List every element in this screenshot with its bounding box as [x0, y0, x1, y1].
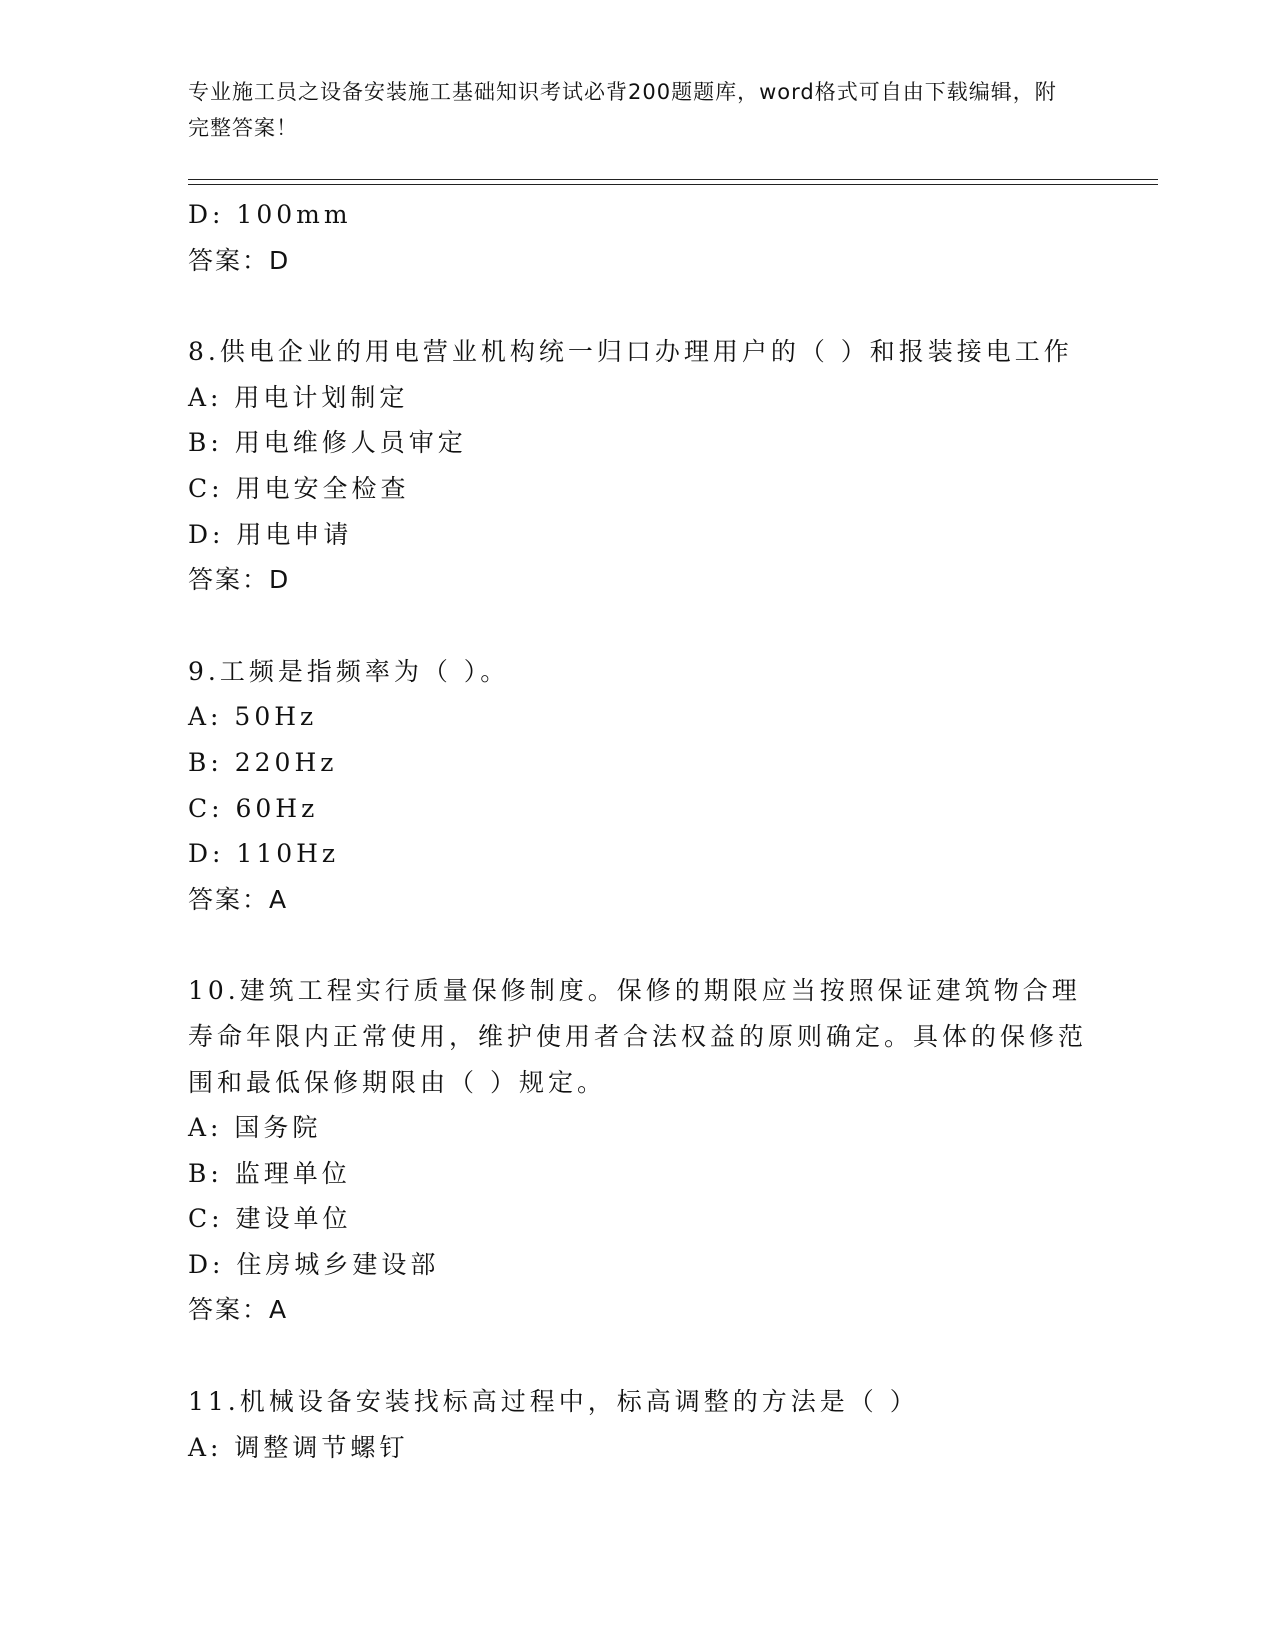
option-a: A: 用电计划制定 [188, 382, 409, 412]
option-b: B: 220Hz [188, 747, 338, 777]
question-8 [188, 329, 1088, 603]
answer-line: 答案：A [188, 884, 289, 914]
question-text: 11.机械设备安装找标高过程中，标高调整的方法是（ ） [188, 1387, 919, 1417]
option-c: C: 建设单位 [188, 1204, 352, 1234]
option-a: A: 50Hz [188, 702, 318, 732]
question-text: 10.建筑工程实行质量保修制度。保修的期限应当按照保证建筑物合理寿命年限内正常使用，维护使用者合法权益的原则确定。具体的保修范围和最低保修期限由（ ）规定。 [188, 976, 1088, 1097]
option-a: A: 国务院 [188, 1113, 322, 1143]
answer-line: 答案：D [188, 245, 291, 275]
question-10 [188, 968, 1088, 1333]
previous-question-fragment [188, 192, 1088, 283]
option-d: D: 住房城乡建设部 [188, 1249, 440, 1279]
document-header [188, 74, 1068, 146]
header-divider-top [188, 179, 1158, 180]
header-divider-bottom [188, 184, 1158, 185]
question-11 [188, 1379, 1088, 1470]
question-text: 9.工频是指频率为（ ）。 [188, 656, 510, 686]
header-title: 专业施工员之设备安装施工基础知识考试必背200题题库，word格式可自由下载编辑，附完整答案！ [188, 80, 1057, 140]
option-c: C: 60Hz [188, 793, 319, 823]
question-9 [188, 649, 1088, 923]
option-c: C: 用电安全检查 [188, 473, 410, 503]
option-b: B: 监理单位 [188, 1158, 351, 1188]
option-b: B: 用电维修人员审定 [188, 428, 467, 458]
question-text: 8.供电企业的用电营业机构统一归口办理用户的（ ）和报装接电工作 [188, 337, 1073, 367]
option-d: D: 用电申请 [188, 519, 353, 549]
question-list [188, 192, 1088, 1470]
option-d: D: 110Hz [188, 839, 340, 869]
answer-line: 答案：A [188, 1295, 289, 1325]
option-a: A: 调整调节螺钉 [188, 1432, 409, 1462]
option-d: D: 100mm [188, 200, 352, 229]
answer-line: 答案：D [188, 565, 291, 595]
